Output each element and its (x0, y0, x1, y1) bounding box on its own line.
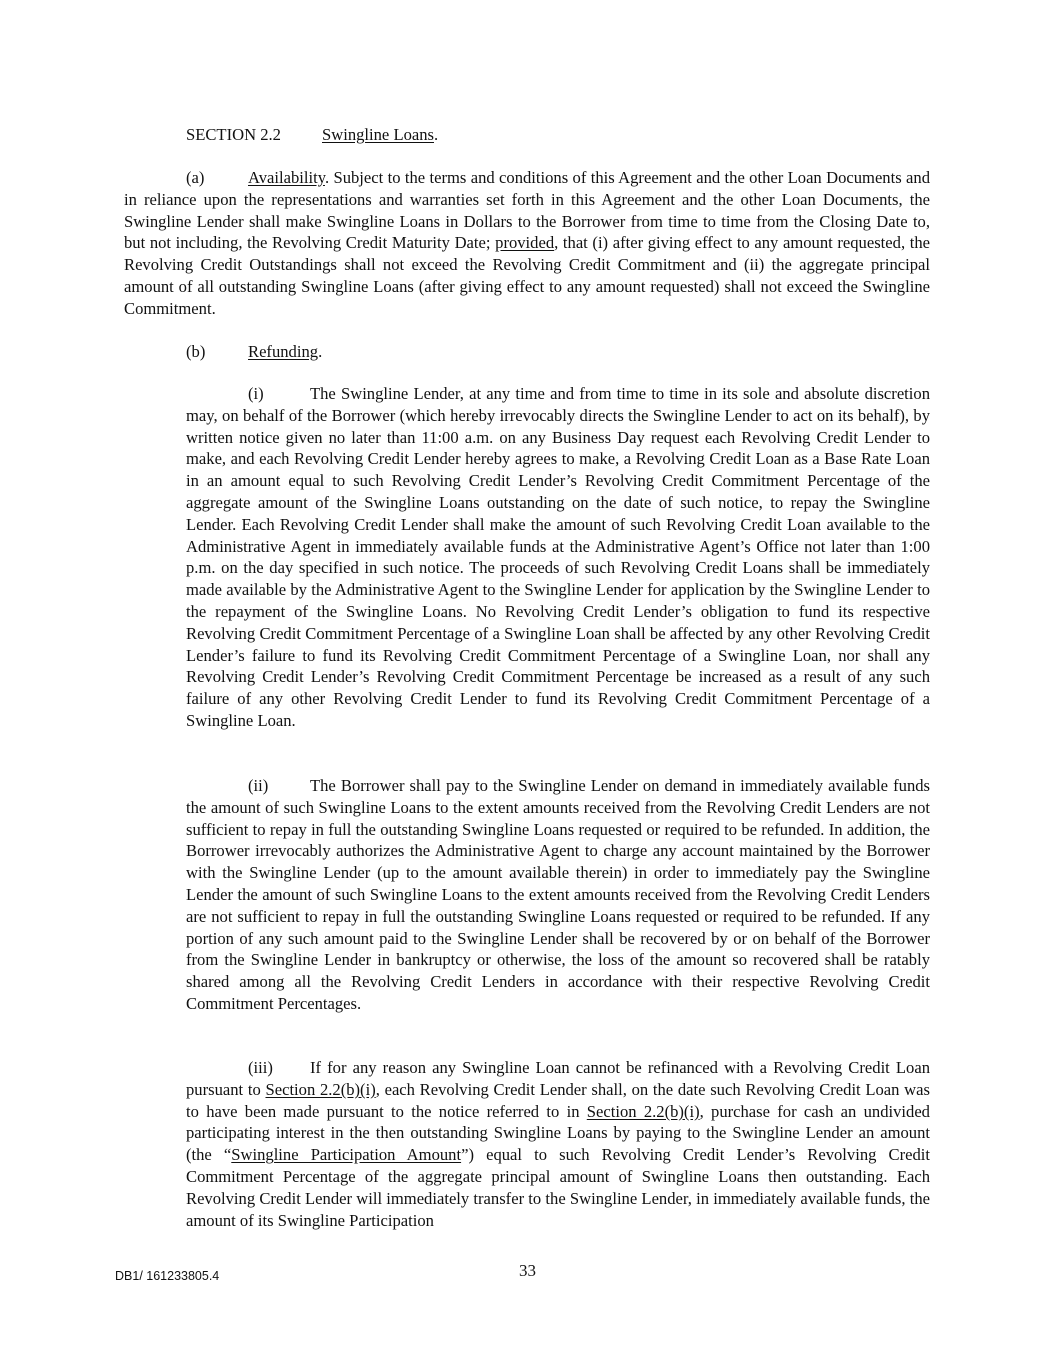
paragraph-a-text-1: . Subject to the terms and conditions of this Agreement and the other Loan Documents and in reliance upon the representations and warranties set forth in this Agreement and the other Loan Documents, the Swingline Lender shall make Swingline Loans in Dollars to the Borrower from time to time from the Closing Date to, but not including, the Revolving Credit Maturity Date; (124, 168, 930, 253)
defined-term-swingline-participation-amount: Swingline Participation Amount (231, 1145, 462, 1165)
paragraph-a-text-2: , that (i) after giving effect to any amount requested, the Revolving Credit Outstandings shall not exceed the Revolving Credit Commitment and (ii) the aggregate principal amount of all outstanding Swingline Loans (after giving effect to any amount requested) shall not exceed the Swingline Commitment. (124, 233, 930, 318)
paragraph-a-label: (a) (186, 168, 205, 187)
paragraph-b-label: (b) (186, 342, 206, 361)
section-reference-2: Section 2.2(b)(i) (586, 1101, 700, 1121)
subparagraph-iii-label: (iii) (248, 1058, 273, 1077)
subparagraph-i-text: The Swingline Lender, at any time and from time to time in its sole and absolute discretion may, on behalf of the Borrower (which hereby irrevocably directs the Swingline Lender to act on its behalf), by written notice given no later than 11:00 a.m. on any Business Day request each Revolving Credit Lender to make, and each Revolving Credit Lender hereby agrees to make, a Revolving Credit Loan as a Base Rate Loan in an amount equal to such Revolving Credit Lender’s Revolving Credit Commitment Percentage of the aggregate amount of the Swingline Loans outstanding on the date of such notice, to repay the Swingline Lender. Each Revolving Credit Lender shall make the amount of such Revolving Credit Loan available to the Administrative Agent in immediately available funds at the Administrative Agent’s Office not later than 1:00 p.m. on the day specified in such notice. The proceeds of such Revolving Credit Loans shall be immediately made available by the Administrative Agent to the Swingline Lender for application by the Swingline Lender to the repayment of the Swingline Loans. No Revolving Credit Lender’s obligation to fund its respective Revolving Credit Commitment Percentage of a Swingline Loan shall be affected by any other Revolving Credit Lender’s failure to fund its Revolving Credit Commitment Percentage of a Swingline Loan, nor shall any Revolving Credit Lender’s Revolving Credit Commitment Percentage be increased as a result of any such failure of any other Revolving Credit Lender to fund its Revolving Credit Commitment Percentage of a Swingline Loan. (186, 384, 930, 730)
section-title-period: . (434, 125, 439, 144)
paragraph-b-heading: Refunding (248, 342, 319, 361)
section-heading (186, 124, 930, 146)
subparagraph-iii-text-2: , each Revolving Credit Lender shall, on the date such Revolving Credit Loan was to have been made pursuant to the notice referred to in (186, 1079, 930, 1121)
subparagraph-i (186, 383, 930, 732)
document-id: DB1/ 161233805.4 (115, 1269, 220, 1283)
paragraph-a-heading: Availability (248, 168, 325, 187)
section-reference-1: Section 2.2(b)(i) (265, 1079, 376, 1099)
provided-term: provided (495, 233, 555, 253)
subparagraph-iii-text-3: , purchase for cash an undivided participating interest in the then outstanding Swingline Loans by paying to the Swingline Lender an amount (the “ (186, 1101, 930, 1165)
page-number: 33 (519, 1261, 536, 1280)
subparagraph-iii (186, 1057, 930, 1231)
section-number: SECTION 2.2 (186, 125, 281, 144)
subparagraph-iii-text-4: ”) equal to such Revolving Credit Lender’s Revolving Credit Commitment Percentage of the aggregate principal amount of Swingline Loans then outstanding. Each Revolving Credit Lender will immediately transfer to the Swingline Lender, in immediately available funds, the amount of its Swingline Participation (186, 1145, 931, 1230)
subparagraph-iii-text-1: If for any reason any Swingline Loan cannot be refinanced with a Revolving Credit Loan pursuant to (186, 1058, 930, 1099)
subparagraph-ii-label: (ii) (248, 776, 269, 795)
paragraph-b-refunding (186, 341, 930, 363)
paragraph-b-period: . (318, 342, 323, 361)
paragraph-a-availability (124, 167, 930, 320)
subparagraph-ii (186, 775, 930, 1015)
subparagraph-ii-text: The Borrower shall pay to the Swingline Lender on demand in immediately available funds the amount of such Swingline Loans to the extent amounts received from the Revolving Credit Lenders are not sufficient to repay in full the outstanding Swingline Loans requested or required to be refunded. In addition, the Borrower irrevocably authorizes the Administrative Agent to charge any account maintained by the Borrower with the Swingline Lender (up to the amount available therein) in order to immediately pay the Swingline Lender the amount of such Swingline Loans to the extent amounts received from the Revolving Credit Lenders are not sufficient to repay in full the outstanding Swingline Loans requested or required to be refunded. If any portion of any such amount paid to the Swingline Lender shall be recovered by or on behalf of the Borrower from the Swingline Lender in bankruptcy or otherwise, the loss of the amount so recovered shall be ratably shared among all the Revolving Credit Lenders in accordance with their respective Revolving Credit Commitment Percentages. (186, 776, 930, 1013)
section-title: Swingline Loans (322, 125, 434, 144)
subparagraph-i-label: (i) (248, 384, 264, 403)
